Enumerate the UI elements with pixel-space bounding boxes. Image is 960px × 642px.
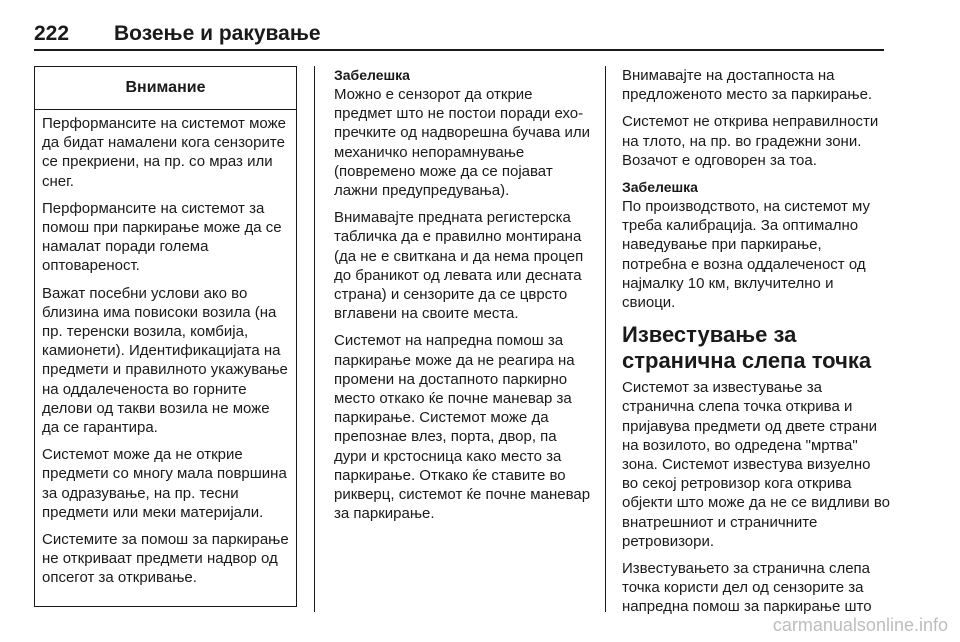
note-label: Забелешка bbox=[334, 67, 410, 83]
column-divider bbox=[314, 66, 315, 612]
note-paragraph: По производството, на системот му треба калибрација. За оптимално наведување при паркирање, потребна е возна оддалеченост од најмалку 10 км, вклучително и свиоци. bbox=[622, 198, 871, 312]
page-number: 222 bbox=[34, 22, 70, 45]
body-paragraph: Известувањето за странична слепа точка користи дел од сензорите за напредна помош за паркирање што bbox=[622, 560, 872, 616]
warning-paragraph: Важат посебни услови ако во близина има повисоки возила (на пр. теренски возила, комбија, камионети). Идентификацијата на предмети и правилното укажување на оддалеченоста во горните делови од такви возила не може да се гарантира. bbox=[42, 284, 288, 437]
watermark: carmanualsonline.info bbox=[772, 615, 948, 635]
column-divider bbox=[605, 66, 606, 612]
warning-paragraph: Перформансите на системот може да бидат намалени кога сензорите се прекриени, на пр. со мраз или снег. bbox=[42, 115, 286, 190]
body-paragraph: Системот на напредна помош за паркирање може да не реагира на промени на достапното паркирно место откако ќе почне маневар за паркирање. Системот може да препознае влез, порта, двор, па дури и крстосница како место за паркирање. Откако ќе ставите во рикверц, системот ќе почне маневар за паркирање. bbox=[334, 332, 591, 523]
section-heading: Известување за странична слепа точка bbox=[622, 322, 872, 374]
warning-paragraph: Системот може да не открие предмети со многу мала површина за одразување, на пр. тесни предмети или меки материјали. bbox=[42, 446, 287, 521]
note-paragraph: Можно е сензорот да открие предмет што не постои поради ехо-пречките од надворешна бучава или механичко непорамнување (повремено може да се појават лажни предупредувања). bbox=[334, 86, 590, 200]
note-label: Забелешка bbox=[622, 179, 698, 196]
column-middle bbox=[334, 66, 592, 531]
warning-body bbox=[35, 110, 296, 588]
warning-box bbox=[34, 66, 297, 607]
column-right bbox=[622, 66, 890, 625]
body-paragraph: Внимавајте предната регистерска табличка да е правилно монтирана (да не е свиткана и да нема процеп до браникот од левата или десната страна) и сензорите да се цврсто вглавени на своите места. bbox=[334, 209, 584, 323]
page-header bbox=[34, 22, 884, 52]
header-rule bbox=[34, 49, 884, 51]
body-paragraph: Внимавајте на достапноста на предложеното место за паркирање. bbox=[622, 67, 873, 104]
warning-paragraph: Перформансите на системот за помош при паркирање може да се намалат поради голема оптовареност. bbox=[42, 199, 282, 275]
body-paragraph: Системот за известување за странична слепа точка открива и пријавува предмети од двете страни на возилото, во одредена "мртва" зона. Системот известува визуелно во секој ретровизор кога открива објекти што може да не се видливи во внатрешниот и страничните ретровизори. bbox=[622, 379, 890, 550]
warning-paragraph: Системите за помош за паркирање не откриваат предмети надвор од опсегот за откривање. bbox=[42, 531, 289, 587]
warning-title: Внимание bbox=[35, 67, 296, 110]
body-paragraph: Системот не открива неправилности на тлото, на пр. во градежни зони. Возачот е одговорен за тоа. bbox=[622, 113, 879, 169]
section-title: Возење и ракување bbox=[114, 22, 321, 45]
